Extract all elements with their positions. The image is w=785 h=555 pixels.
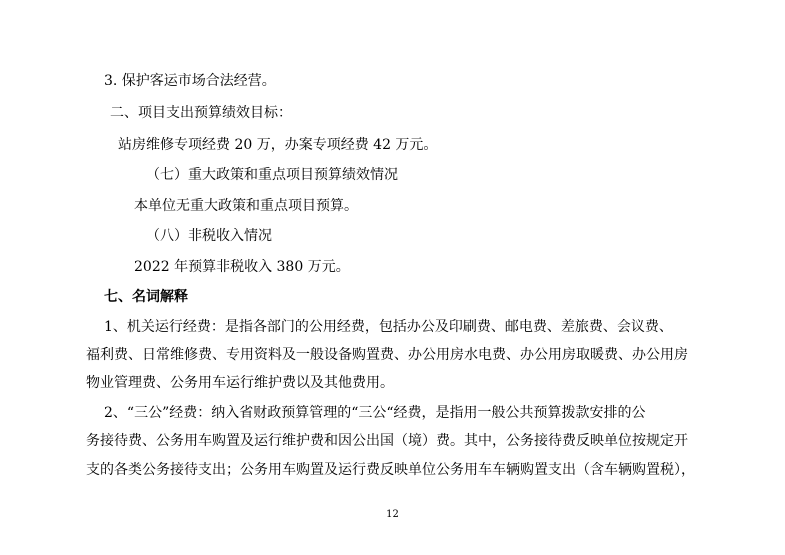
glossary-item-operating-expenses-line-2: 福利费、日常维修费、专用资料及一般设备购置费、办公用房水电费、办公用房取暖费、办公用房 (86, 347, 688, 363)
glossary-item-three-public-expenses-line-3: 支的各类公务接待支出；公务用车购置及运行费反映单位公务用车车辆购置支出（含车辆购置税）， (86, 462, 695, 478)
list-item-protect-passenger-market: 3. 保护客运市场合法经营。 (104, 73, 276, 89)
section-heading-non-tax-revenue: （八）非税收入情况 (146, 228, 272, 244)
paragraph-no-major-policy-budget: 本单位无重大政策和重点项目预算。 (134, 198, 358, 214)
section-heading-glossary: 七、名词解释 (104, 289, 188, 305)
glossary-item-three-public-expenses-line-2: 务接待费、公务用车购置及运行维护费和因公出国（境）费。其中，公务接待费反映单位按规定开 (86, 433, 688, 449)
glossary-item-three-public-expenses-line-1: 2、“三公”经费：纳入省财政预算管理的“三公“经费，是指用一般公共预算拨款安排的公 (104, 405, 646, 421)
page-number: 12 (386, 509, 399, 520)
glossary-item-operating-expenses-line-1: 1、机关运行经费：是指各部门的公用经费，包括办公及印刷费、邮电费、差旅费、会议费、 (104, 319, 673, 335)
glossary-item-operating-expenses-line-3: 物业管理费、公务用车运行维护费以及其他费用。 (86, 375, 394, 391)
section-heading-major-policy-performance: （七）重大政策和重点项目预算绩效情况 (146, 167, 398, 183)
section-heading-project-expenditure-targets: 二、项目支出预算绩效目标： (110, 105, 292, 121)
paragraph-non-tax-revenue-2022: 2022 年预算非税收入 380 万元。 (134, 259, 350, 275)
paragraph-station-maintenance-funds: 站房维修专项经费 20 万，办案专项经费 42 万元。 (118, 137, 438, 153)
